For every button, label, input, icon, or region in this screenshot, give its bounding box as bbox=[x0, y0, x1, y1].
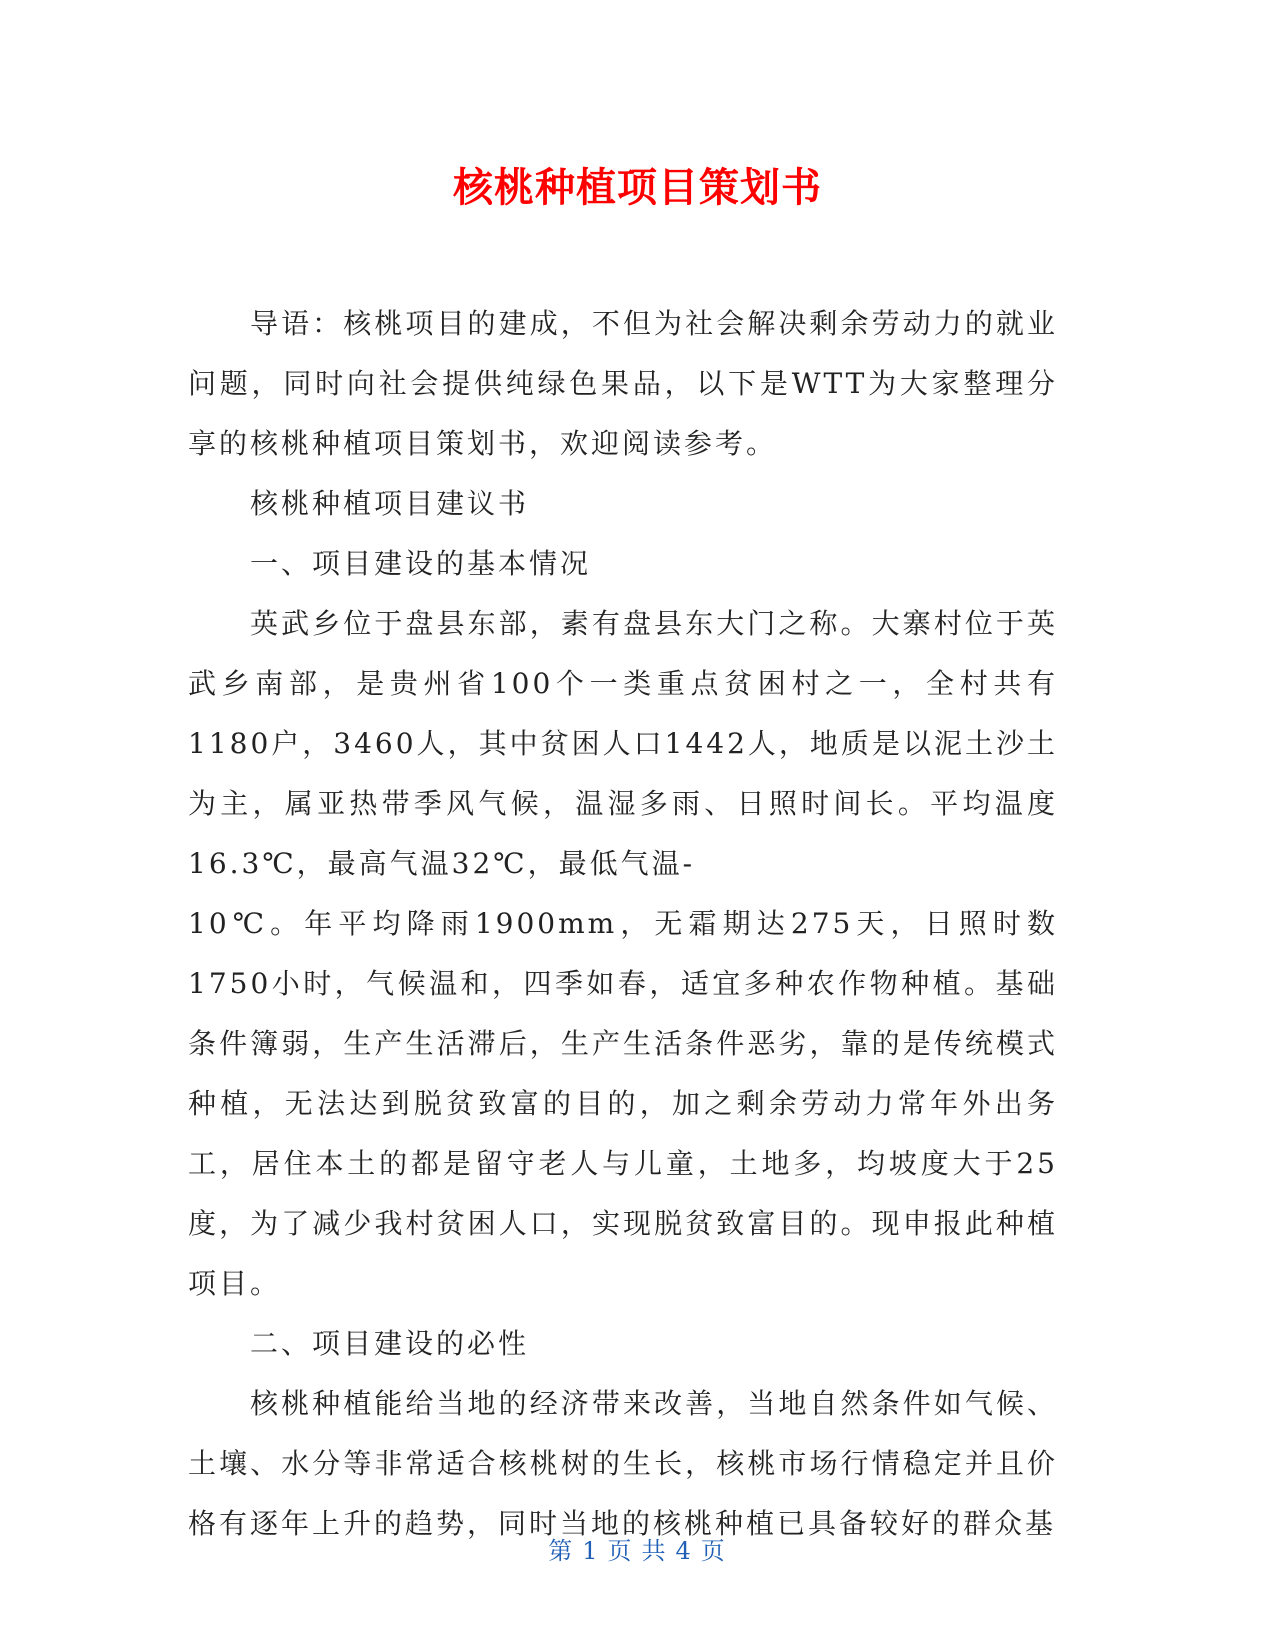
footer-label-gong: 共 bbox=[641, 1537, 668, 1565]
footer-page-current: 1 bbox=[582, 1537, 600, 1565]
footer-label-ye-end: 页 bbox=[700, 1537, 727, 1565]
section-heading-necessity: 二、项目建设的必性 bbox=[250, 1327, 530, 1360]
necessity-paragraph: 核桃种植能给当地的经济带来改善，当地自然条件如气候、土壤、水分等非常适合核桃树的生长，核桃市场行情稳定并且价格有逐年上升的趋势，同时当地的核桃种植已具备较好的群众基 bbox=[188, 1387, 1058, 1540]
basic-situation-paragraph: 英武乡位于盘县东部，素有盘县东大门之称。大寨村位于英武乡南部，是贵州省100个一类重点贫困村之一，全村共有1180户，3460人，其中贫困人口1442人，地质是以泥土沙土为主，属亚热带季风气候，温湿多雨、日照时间长。平均温度16.3℃，最高气温32℃，最低气温- bbox=[188, 607, 1058, 880]
section-heading-basic: 一、项目建设的基本情况 bbox=[250, 547, 592, 580]
proposal-heading: 核桃种植项目建议书 bbox=[250, 487, 530, 520]
climate-paragraph: 10℃。年平均降雨1900mm，无霜期达275天，日照时数1750小时，气候温和，四季如春，适宜多种农作物种植。基础条件簿弱，生产生活滞后，生产生活条件恶劣，靠的是传统模式种植，无法达到脱贫致富的目的，加之剩余劳动力常年外出务工，居住本土的都是留守老人与儿童，土地多，均坡度大于25度，为了减少我村贫困人口，实现脱贫致富目的。现申报此种植项目。 bbox=[188, 907, 1058, 1300]
page-footer bbox=[0, 1535, 1275, 1567]
footer-page-total: 4 bbox=[675, 1537, 693, 1565]
footer-label-ye: 页 bbox=[607, 1537, 634, 1565]
document-body bbox=[188, 294, 1058, 1554]
intro-paragraph: 导语：核桃项目的建成，不但为社会解决剩余劳动力的就业问题，同时向社会提供纯绿色果品，以下是WTT为大家整理分享的核桃种植项目策划书，欢迎阅读参考。 bbox=[188, 307, 1058, 460]
footer-label-di: 第 bbox=[548, 1537, 575, 1565]
document-title: 核桃种植项目策划书 bbox=[453, 165, 822, 211]
